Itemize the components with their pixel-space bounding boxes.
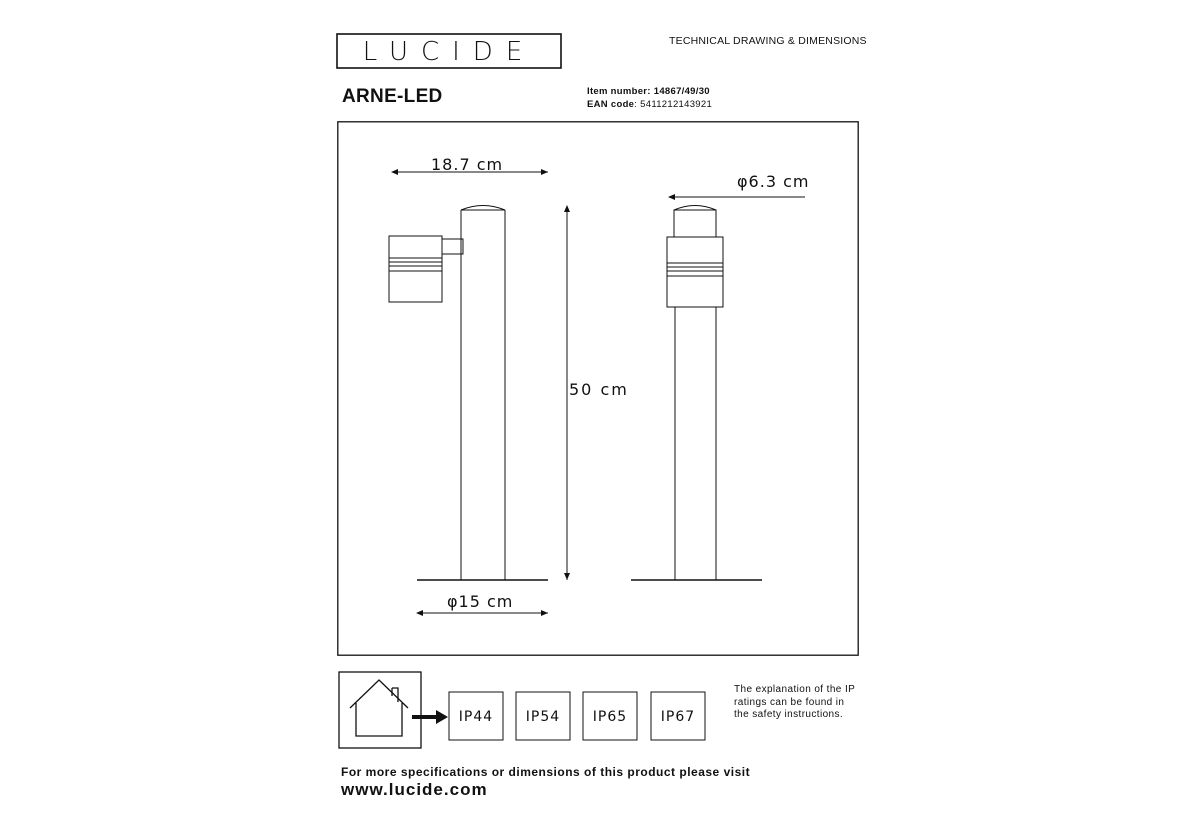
logo-text: LUCIDE [362,37,536,67]
dimension-head-diameter: φ6.3 cm [737,172,810,191]
lucide-logo [336,33,562,69]
dimension-width: 18.7 cm [431,155,504,174]
item-number [587,86,710,97]
ip54-label: IP54 [525,709,561,725]
footer-text: For more specifications or dimensions of this product please visit [341,765,751,779]
arrow-right-icon [412,710,448,724]
ean-code [587,99,712,110]
dimension-height: 50 cm [569,380,629,399]
document-title: TECHNICAL DRAWING & DIMENSIONS [669,35,867,47]
ip44-label: IP44 [458,709,494,725]
ean-value: : 5411212143921 [634,99,713,110]
side-view [389,172,567,613]
item-number-value: 14867/49/30 [653,86,710,97]
ip65-label: IP65 [592,709,628,725]
ip67-label: IP67 [660,709,696,725]
ean-label: EAN code [587,99,635,110]
item-number-label: Item number: [587,86,651,97]
product-name: ARNE-LED [342,86,443,107]
technical-drawing [337,121,859,656]
house-icon [339,672,421,748]
footer-url-link[interactable]: www.lucide.com [341,780,488,799]
front-view [631,197,805,580]
ip-explanation-note: The explanation of the IP ratings can be found in the safety instructions. [734,684,856,720]
dimension-base-diameter: φ15 cm [447,592,514,611]
